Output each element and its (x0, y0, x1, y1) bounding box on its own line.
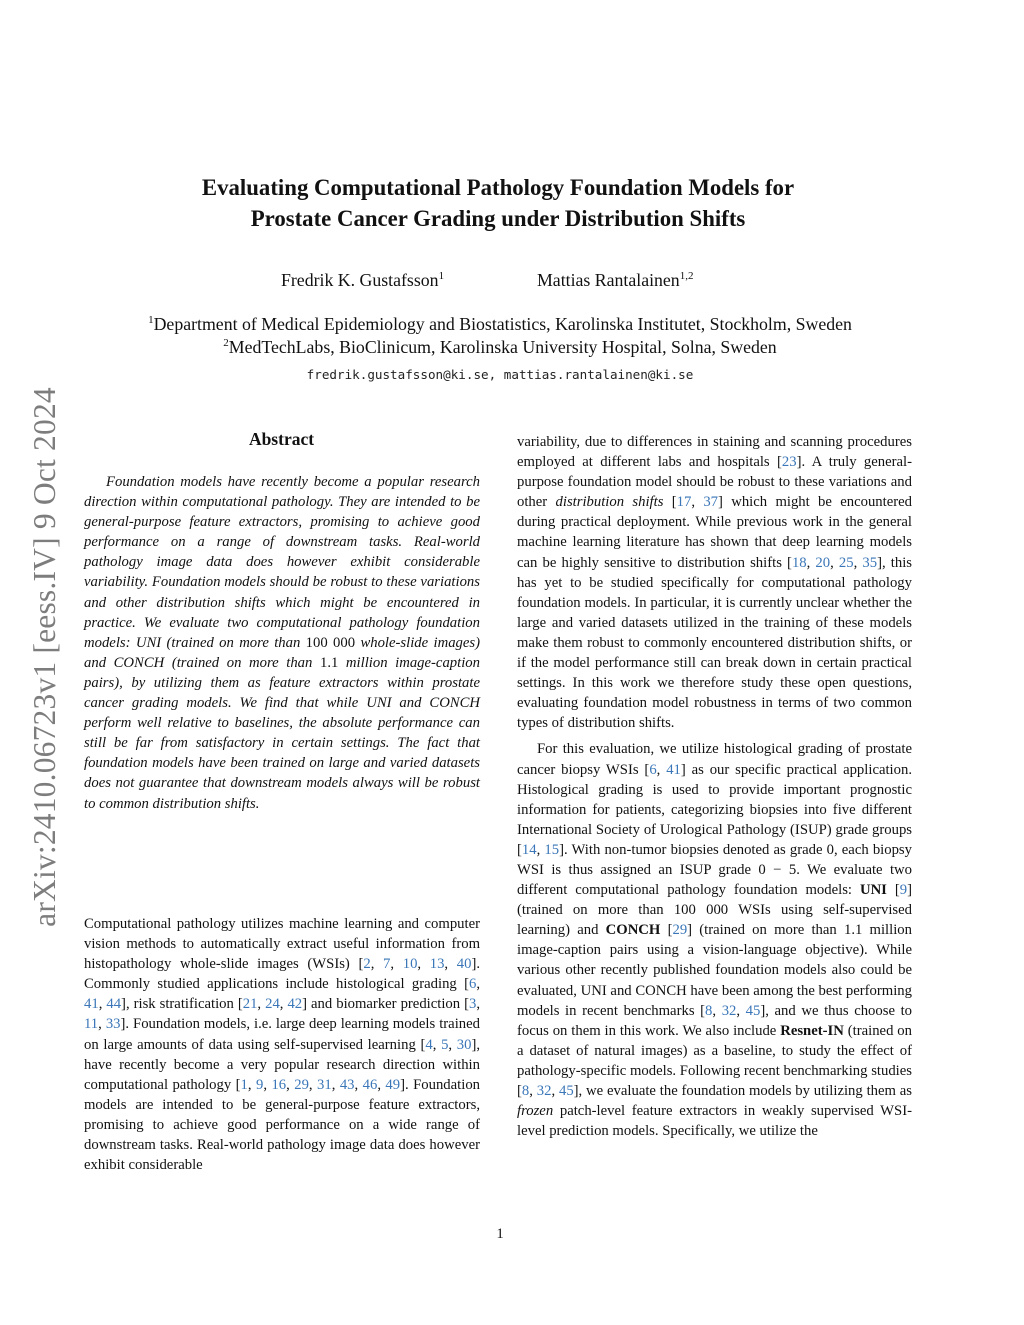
citation-link[interactable]: 29 (294, 1076, 309, 1093)
citation-link[interactable]: 14 (521, 841, 537, 858)
citation-link[interactable]: 8 (521, 1083, 530, 1099)
citation-link[interactable]: 15 (544, 841, 560, 858)
citation-link[interactable]: 9 (899, 882, 908, 899)
citation-link[interactable]: 16 (271, 1076, 287, 1093)
citation-link[interactable]: 31 (317, 1076, 332, 1093)
citation-link[interactable]: 33 (105, 1016, 121, 1033)
affiliation: $^1$Department of Medical Epidemiology and Biostatistics, Karolinska Institutet, Stockholm, Sweden (148, 314, 852, 334)
title-line-2: Prostate Cancer Grading under Distribution Shifts (250, 206, 746, 231)
citation-link[interactable]: 24 (265, 996, 280, 1013)
citation-link[interactable]: 17 (676, 494, 692, 511)
page-number: 1 (496, 1226, 504, 1242)
introduction-right-column (517, 432, 912, 1141)
author-emails: fredrik.gustafsson@ki.se, mattias.rantalainen@ki.se (306, 367, 694, 382)
citation-link[interactable]: 45 (745, 1002, 761, 1019)
abstract-heading: Abstract (248, 429, 315, 449)
intro-paragraph: variability, due to differences in staining and scanning procedures employed at different labs and hospitals [23]. A truly general-purpose foundation model should be robust to these variations and other distribution shifts [17, 37] which might be encountered during practical deployment. While previous work in the general machine learning literature has shown that deep learning models can be highly sensitive to distribution shifts [18, 20, 25, 35], this has yet to be studied specifically for computational pathology foundation models. In particular, it is currently unclear whether the large and varied datasets utilized in the training of these models make them robust to commonly encountered distribution shifts, or if the model performance still can break down in certain practical settings. In this work we therefore study these open questions, evaluating foundation model robustness in terms of two common types of distribution shifts. (517, 434, 912, 732)
citation-link[interactable]: 7 (383, 956, 391, 973)
introduction-left-column (84, 914, 480, 1175)
affiliations (60, 313, 940, 359)
citation-link[interactable]: 20 (815, 554, 831, 571)
citation-link[interactable]: 4 (425, 1036, 433, 1053)
emphasis: frozen (517, 1103, 554, 1120)
citation-link[interactable]: 23 (781, 454, 797, 471)
intro-paragraph: For this evaluation, we utilize histological grading of prostate cancer biopsy WSIs [6, 41] as our specific practical application. Histological grading is used to provide important prognostic information for patients, categorizing biopsies into five different International Society of Urological Pathology (ISUP) grade groups [14, 15]. With non-tumor biopsies denoted as grade 0, each biopsy WSI is thus assigned an ISUP grade 0 − 5. We evaluate two different computational pathology foundation models: UNI [9] (trained on more than 100 000 WSIs using self-supervised learning) and CONCH [29] (trained on more than 1.1 million image-caption pairs using a vision-language objective). While various other recently published foundation models also could be evaluated, UNI and CONCH have been among the best performing models in recent benchmarks [8, 32, 45], and we thus choose to focus on them in this work. We also include Resnet-IN (trained on a dataset of natural images) as a baseline, to study the effect of pathology-specific models. Following recent benchmarking studies [8, 32, 45], we evaluate the foundation models by utilizing them as frozen patch-level feature extractors in weakly supervised WSI-level prediction models. Specifically, we utilize the (517, 741, 913, 1140)
citation-link[interactable]: 45 (558, 1083, 574, 1099)
citation-link[interactable]: 2 (363, 956, 371, 973)
citation-link[interactable]: 49 (385, 1076, 401, 1093)
citation-link[interactable]: 6 (649, 761, 657, 778)
citation-link[interactable]: 11 (84, 1016, 99, 1033)
citation-link[interactable]: 44 (106, 996, 122, 1013)
citation-link[interactable]: 37 (703, 494, 719, 511)
intro-paragraph: Computational pathology utilizes machine learning and computer vision methods to automatically extract useful information from histopathology whole-slide images (WSIs) [2, 7, 10, 13, 40]. Commonly studied applications include histological grading [6, 41, 44], risk stratification [21, 24, 42] and biomarker prediction [3, 11, 33]. Foundation models, i.e. large deep learning models trained on large amounts of data using self-supervised learning [4, 5, 30], have recently become a very popular research direction within computational pathology [1, 9, 16, 29, 31, 43, 46, 49]. Foundation models are intended to be general-purpose feature extractors, promising to achieve good performance on a wide range of downstream tasks. Real-world pathology image data does however exhibit considerable (84, 916, 481, 1174)
citation-link[interactable]: 9 (255, 1076, 264, 1093)
title-line-1: Evaluating Computational Pathology Foundation Models for (201, 175, 795, 200)
citation-link[interactable]: 6 (468, 976, 477, 993)
citation-link[interactable]: 35 (862, 554, 878, 571)
citation-link[interactable]: 3 (469, 996, 477, 1013)
citation-link[interactable]: 1 (240, 1076, 248, 1093)
citation-link[interactable]: 41 (666, 761, 681, 778)
citation-link[interactable]: 21 (242, 996, 258, 1013)
emphasis: distribution shifts (555, 494, 664, 511)
citation-link[interactable]: 32 (536, 1083, 552, 1099)
author-list (0, 270, 1000, 294)
citation-link[interactable]: 29 (672, 922, 688, 939)
abstract-text: Foundation models have recently become a popular research direction within computational pathology. They are intended to be general-purpose feature extractors, promising to achieve good performance on a range of downstream tasks. Real-world pathology image data does however exhibit considerable variability. Foundation models should be robust to these variations and other distribution shifts which might be encountered in practice. We evaluate two computational pathology foundation models: UNI (trained on more than 100 000 whole-slide images) and CONCH (trained on more than 1.1 million image-caption pairs), by utilizing them as feature extractors within prostate cancer grading models. We find that while UNI and CONCH perform well relative to baselines, the absolute performance can still be far from satisfactory in certain settings. The fact that foundation models have been trained on large and varied datasets does not guarantee that downstream models always will be robust to common distribution shifts. (84, 474, 481, 812)
citation-link[interactable]: 46 (362, 1076, 378, 1093)
arxiv-identifier: arXiv:2410.06723v1 [eess.IV] 9 Oct 2024 (27, 387, 62, 927)
citation-link[interactable]: 25 (838, 554, 854, 571)
model-name: UNI (859, 882, 887, 899)
citation-link[interactable]: 8 (705, 1002, 713, 1019)
author: Mattias Rantalainen$^{1,2}$ (537, 270, 694, 290)
citation-link[interactable]: 43 (339, 1076, 355, 1093)
paper-title (120, 172, 876, 234)
citation-link[interactable]: 32 (721, 1002, 737, 1019)
author: Fredrik K. Gustafsson$^1$ (281, 270, 445, 290)
citation-link[interactable]: 10 (402, 956, 418, 973)
citation-link[interactable]: 42 (287, 996, 303, 1013)
citation-link[interactable]: 41 (84, 996, 99, 1013)
citation-link[interactable]: 13 (429, 956, 445, 973)
model-name: Resnet-IN (780, 1022, 844, 1039)
citation-link[interactable]: 5 (441, 1036, 449, 1053)
citation-link[interactable]: 40 (456, 956, 472, 973)
citation-link[interactable]: 30 (456, 1036, 472, 1053)
citation-link[interactable]: 18 (791, 554, 807, 571)
arxiv-side-stamp (23, 362, 67, 952)
affiliation: $^2$MedTechLabs, BioClinicum, Karolinska University Hospital, Solna, Sweden (223, 337, 777, 357)
model-name: CONCH (605, 922, 661, 939)
